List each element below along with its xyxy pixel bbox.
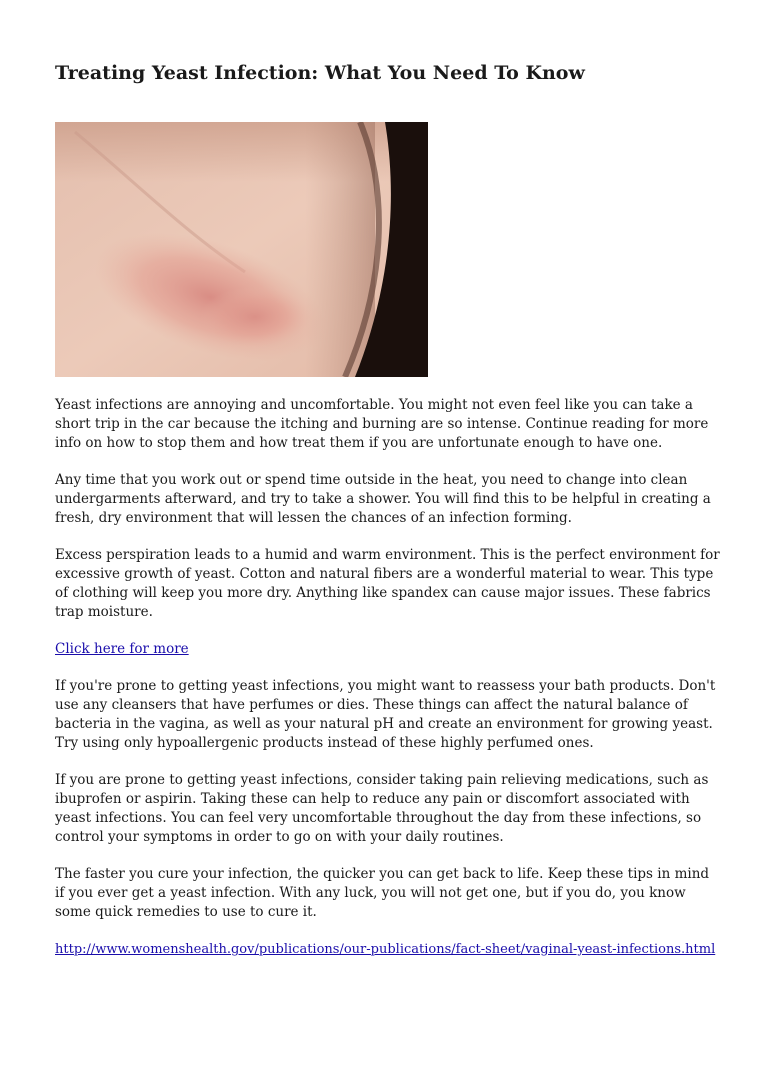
article-title: Treating Yeast Infection: What You Need To Know	[55, 62, 585, 84]
paragraph-4: If you're prone to getting yeast infections, you might want to reassess your bath products. Don't use any cleansers that have perfumes or dies. These things can affect the natural balance of bacteria in the vagina, as well as your natural pH and create an environment for growing yeast. Try using only hypoallergenic products instead of these highly perfumed ones.	[55, 678, 716, 751]
article-photo	[55, 122, 428, 377]
paragraph-5: If you are prone to getting yeast infections, consider taking pain relieving medications, such as ibuprofen or aspirin. Taking these can help to reduce any pain or discomfort associated with yeast infections. You can feel very uncomfortable throughout the day from these infections, so control your symptoms in order to go on with your daily routines.	[55, 772, 709, 845]
paragraph-3: Excess perspiration leads to a humid and warm environment. This is the perfect environment for excessive growth of yeast. Cotton and natural fibers are a wonderful material to wear. This type of clothing will keep you more dry. Anything like spandex can cause major issues. These fabrics trap moisture.	[55, 547, 720, 620]
click-here-link[interactable]: Click here for more	[55, 641, 189, 657]
article-body	[55, 396, 720, 977]
source-link-paragraph	[55, 940, 720, 959]
paragraph-2: Any time that you work out or spend time outside in the heat, you need to change into clean undergarments afterward, and try to take a shower. You will find this to be helpful in creating a fresh, dry environment that will lessen the chances of an infection forming.	[55, 472, 711, 526]
paragraph-6: The faster you cure your infection, the quicker you can get back to life. Keep these tips in mind if you ever get a yeast infection. With any luck, you will not get one, but if you do, you know some quick remedies to use to cure it.	[55, 866, 710, 920]
paragraph-1: Yeast infections are annoying and uncomfortable. You might not even feel like you can take a short trip in the car because the itching and burning are so intense. Continue reading for more info on how to stop them and how treat them if you are unfortunate enough to have one.	[55, 397, 709, 451]
source-url-link[interactable]: http://www.womenshealth.gov/publications/our-publications/fact-sheet/vaginal-yeast-infections.html	[55, 942, 716, 957]
more-link-paragraph	[55, 640, 720, 659]
